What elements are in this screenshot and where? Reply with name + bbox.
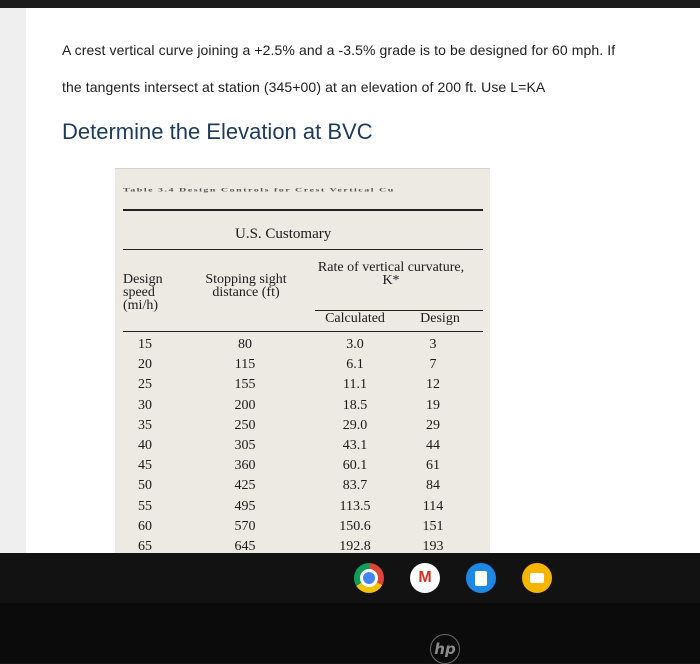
- hp-logo: hp: [430, 634, 460, 664]
- cell-speed: 15: [138, 337, 152, 352]
- question-card: [26, 8, 700, 553]
- cell-design: 61: [426, 458, 440, 474]
- cell-calculated: 29.0: [342, 417, 368, 433]
- table-rule: [123, 209, 483, 211]
- cell-design: 44: [426, 437, 440, 453]
- table-row: [115, 418, 490, 438]
- cell-sight: 425: [234, 478, 256, 494]
- table-units-label: U.S. Customary: [235, 226, 332, 242]
- cell-calculated: 18.5: [342, 397, 368, 413]
- chrome-icon[interactable]: [354, 563, 384, 593]
- design-controls-table-image: [115, 168, 490, 553]
- monitor-bezel-bottom: [0, 603, 700, 663]
- cell-sight: 305: [234, 437, 256, 453]
- cell-sight: 155: [234, 377, 256, 393]
- cell-calculated: 60.1: [342, 458, 368, 474]
- cell-design: 7: [429, 357, 437, 373]
- cell-design: 29: [426, 417, 440, 433]
- gmail-icon[interactable]: M: [410, 563, 440, 593]
- cell-design: 193: [422, 538, 444, 553]
- cell-speed: 45: [138, 458, 152, 474]
- cell-speed: 50: [138, 478, 152, 494]
- table-row: [115, 458, 490, 478]
- cell-design: 114: [422, 498, 444, 514]
- cell-calculated: 113.5: [339, 498, 371, 514]
- cell-speed: 20: [138, 357, 152, 373]
- table-row: [115, 499, 490, 519]
- cell-calculated: 3.0: [346, 337, 364, 352]
- cell-design: 151: [422, 518, 444, 534]
- cell-speed: 60: [138, 518, 152, 534]
- cell-sight: 570: [234, 518, 256, 534]
- cell-calculated: 43.1: [342, 437, 368, 453]
- cell-calculated: 150.6: [339, 518, 371, 534]
- cell-speed: 40: [138, 437, 152, 453]
- taskbar-dock: [0, 553, 700, 603]
- docs-icon[interactable]: [466, 563, 496, 593]
- table-row: [115, 398, 490, 418]
- table-row: [115, 438, 490, 458]
- question-text-line-2: the tangents intersect at station (345+00) at an elevation of 200 ft. Use L=KA: [62, 79, 546, 95]
- cell-sight: 200: [234, 397, 256, 413]
- question-text-line-1: A crest vertical curve joining a +2.5% and a -3.5% grade is to be designed for 60 mph. If: [62, 42, 616, 58]
- header-stopping-sight-distance: Stopping sight distance (ft): [205, 272, 287, 300]
- header-design: Design: [420, 311, 460, 326]
- screen: [0, 8, 700, 553]
- cell-calculated: 11.1: [343, 377, 367, 393]
- cell-calculated: 192.8: [339, 538, 371, 553]
- cell-sight: 645: [234, 538, 256, 553]
- cell-speed: 25: [138, 377, 152, 393]
- table-row: [115, 377, 490, 397]
- cell-speed: 35: [138, 417, 152, 433]
- table-row: [115, 357, 490, 377]
- cell-speed: 65: [138, 538, 152, 553]
- cell-sight: 80: [238, 337, 252, 352]
- cell-design: 12: [426, 377, 440, 393]
- cell-calculated: 6.1: [346, 357, 364, 373]
- cell-design: 84: [426, 478, 440, 494]
- table-rule: [123, 249, 483, 250]
- cell-design: 19: [426, 397, 440, 413]
- header-calculated: Calculated: [325, 311, 385, 326]
- header-rate-of-vertical-curvature: Rate of vertical curvature, K*: [317, 260, 465, 288]
- question-heading: Determine the Elevation at BVC: [62, 119, 373, 144]
- cell-design: 3: [429, 337, 437, 352]
- table-body: [115, 337, 490, 553]
- cell-calculated: 83.7: [342, 478, 368, 494]
- left-panel-strip: [0, 8, 27, 553]
- table-row: [115, 539, 490, 553]
- table-caption: Table 3.4 Design Controls for Crest Vertical Cu: [123, 187, 395, 194]
- table-row: [115, 478, 490, 498]
- slides-icon[interactable]: [522, 563, 552, 593]
- cell-sight: 250: [234, 417, 256, 433]
- header-design-speed: Design speed (mi/h): [123, 272, 163, 313]
- cell-sight: 360: [234, 458, 256, 474]
- cell-sight: 115: [234, 357, 256, 373]
- table-row: [115, 337, 490, 357]
- cell-speed: 30: [138, 397, 152, 413]
- table-rule: [123, 331, 483, 332]
- cell-sight: 495: [234, 498, 256, 514]
- table-row: [115, 519, 490, 539]
- cell-speed: 55: [138, 498, 152, 514]
